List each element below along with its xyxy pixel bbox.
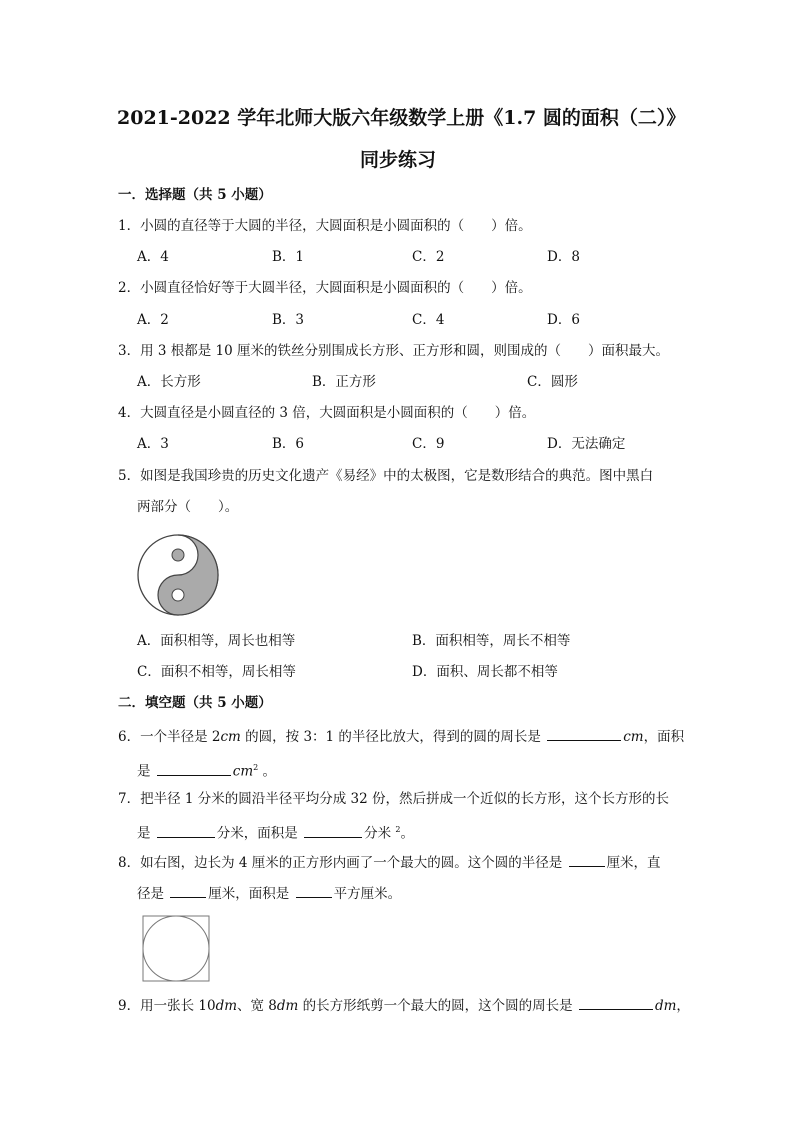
answer-blank[interactable] — [157, 824, 215, 838]
q4-option-d: D．无法确定 — [547, 436, 626, 452]
question-7-line-2 — [137, 821, 414, 843]
q4-option-b: B．6 — [272, 436, 305, 452]
q6-text: 是 — [137, 763, 155, 780]
square-circle-figure — [142, 915, 212, 983]
question-1: 1．小圆的直径等于大圆的半径，大圆面积是小圆面积的（ ）倍。 — [118, 218, 532, 234]
question-7-line-1: 7．把半径 1 分米的圆沿半径平均分成 32 份，然后拼成一个近似的长方形，这个长方形的长 — [118, 791, 670, 807]
q2-option-a: A．2 — [137, 312, 169, 328]
q3-option-b: B．正方形 — [312, 374, 376, 390]
section-heading-choice: 一．选择题（共 5 小题） — [118, 187, 272, 203]
q3-option-a: A．长方形 — [137, 374, 201, 390]
question-6-line-2 — [137, 759, 276, 781]
unit: dm — [215, 998, 238, 1014]
q6-text: ，面积 — [643, 729, 685, 745]
question-5-line-1: 5．如图是我国珍贵的历史文化遗产《易经》中的太极图，它是数形结合的典范。图中黑白 — [118, 468, 654, 484]
q1-option-a: A．4 — [137, 249, 169, 265]
superscript: 2 — [253, 763, 259, 772]
answer-blank[interactable] — [304, 824, 362, 838]
section-heading-fill: 二．填空题（共 5 小题） — [118, 695, 272, 711]
answer-blank[interactable] — [547, 727, 621, 741]
answer-blank[interactable] — [569, 853, 605, 867]
q5-option-a: A．面积相等，周长也相等 — [137, 633, 296, 649]
unit: dm — [654, 998, 677, 1014]
q9-text: ， — [676, 998, 690, 1014]
q1-option-b: B．1 — [272, 249, 305, 265]
q6-text: 。 — [258, 763, 277, 780]
question-8-line-1 — [118, 853, 661, 872]
unit: dm — [276, 998, 299, 1014]
q6-text: 6．一个半径是 2 — [118, 729, 221, 745]
q9-text: 9．用一张长 10 — [118, 998, 216, 1014]
taiji-figure — [136, 533, 220, 617]
q2-option-d: D．6 — [547, 312, 580, 328]
q5-option-b: B．面积相等，周长不相等 — [412, 633, 571, 649]
title-line-2: 同步练习 — [360, 149, 437, 171]
answer-blank[interactable] — [170, 884, 206, 898]
question-6-line-1 — [118, 727, 684, 746]
q5-option-c: C．面积不相等，周长相等 — [137, 664, 296, 680]
q8-text: 8．如右图，边长为 4 厘米的正方形内画了一个最大的圆。这个圆的半径是 — [118, 855, 567, 871]
q7-text: 分米 — [364, 825, 396, 842]
q7-text: 分米，面积是 — [216, 825, 303, 842]
answer-blank[interactable] — [157, 762, 231, 776]
q2-option-b: B．3 — [272, 312, 305, 328]
q1-option-c: C．2 — [412, 249, 445, 265]
question-2: 2．小圆直径恰好等于大圆半径，大圆面积是小圆面积的（ ）倍。 — [118, 280, 532, 296]
answer-blank[interactable] — [296, 884, 332, 898]
question-3: 3．用 3 根都是 10 厘米的铁丝分别围成长方形、正方形和圆，则围成的（ ）面积最大。 — [118, 343, 670, 359]
superscript: 2 — [395, 825, 401, 834]
question-8-line-2 — [137, 884, 401, 903]
q2-option-c: C．4 — [412, 312, 445, 328]
q9-text: 、宽 8 — [237, 998, 277, 1014]
question-5-line-2: 两部分（ ）。 — [137, 499, 239, 515]
unit: cm — [623, 729, 644, 745]
q6-text: 的圆，按 3：1 的半径比放大，得到的圆的周长是 — [240, 729, 546, 745]
q8-text: 径是 — [137, 886, 169, 902]
q5-option-d: D．面积、周长都不相等 — [412, 664, 558, 680]
question-9 — [118, 996, 690, 1015]
q1-option-d: D．8 — [547, 249, 580, 265]
q7-text: 是 — [137, 825, 155, 842]
q9-text: 的长方形纸剪一个最大的圆，这个圆的周长是 — [298, 998, 577, 1014]
unit: cm — [220, 729, 241, 745]
unit: cm — [232, 763, 254, 780]
answer-blank[interactable] — [579, 996, 653, 1010]
q3-option-c: C．圆形 — [527, 374, 578, 390]
q8-text: 平方厘米。 — [333, 886, 402, 902]
q8-text: 厘米，面积是 — [208, 886, 294, 902]
q4-option-c: C．9 — [412, 436, 445, 452]
q4-option-a: A．3 — [137, 436, 169, 452]
title-line-1: 2021-2022 学年北师大版六年级数学上册《1.7 圆的面积（二）》 — [117, 107, 686, 129]
q7-text: 。 — [400, 825, 414, 842]
question-4: 4．大圆直径是小圆直径的 3 倍，大圆面积是小圆面积的（ ）倍。 — [118, 405, 536, 421]
q8-text: 厘米，直 — [606, 855, 661, 871]
